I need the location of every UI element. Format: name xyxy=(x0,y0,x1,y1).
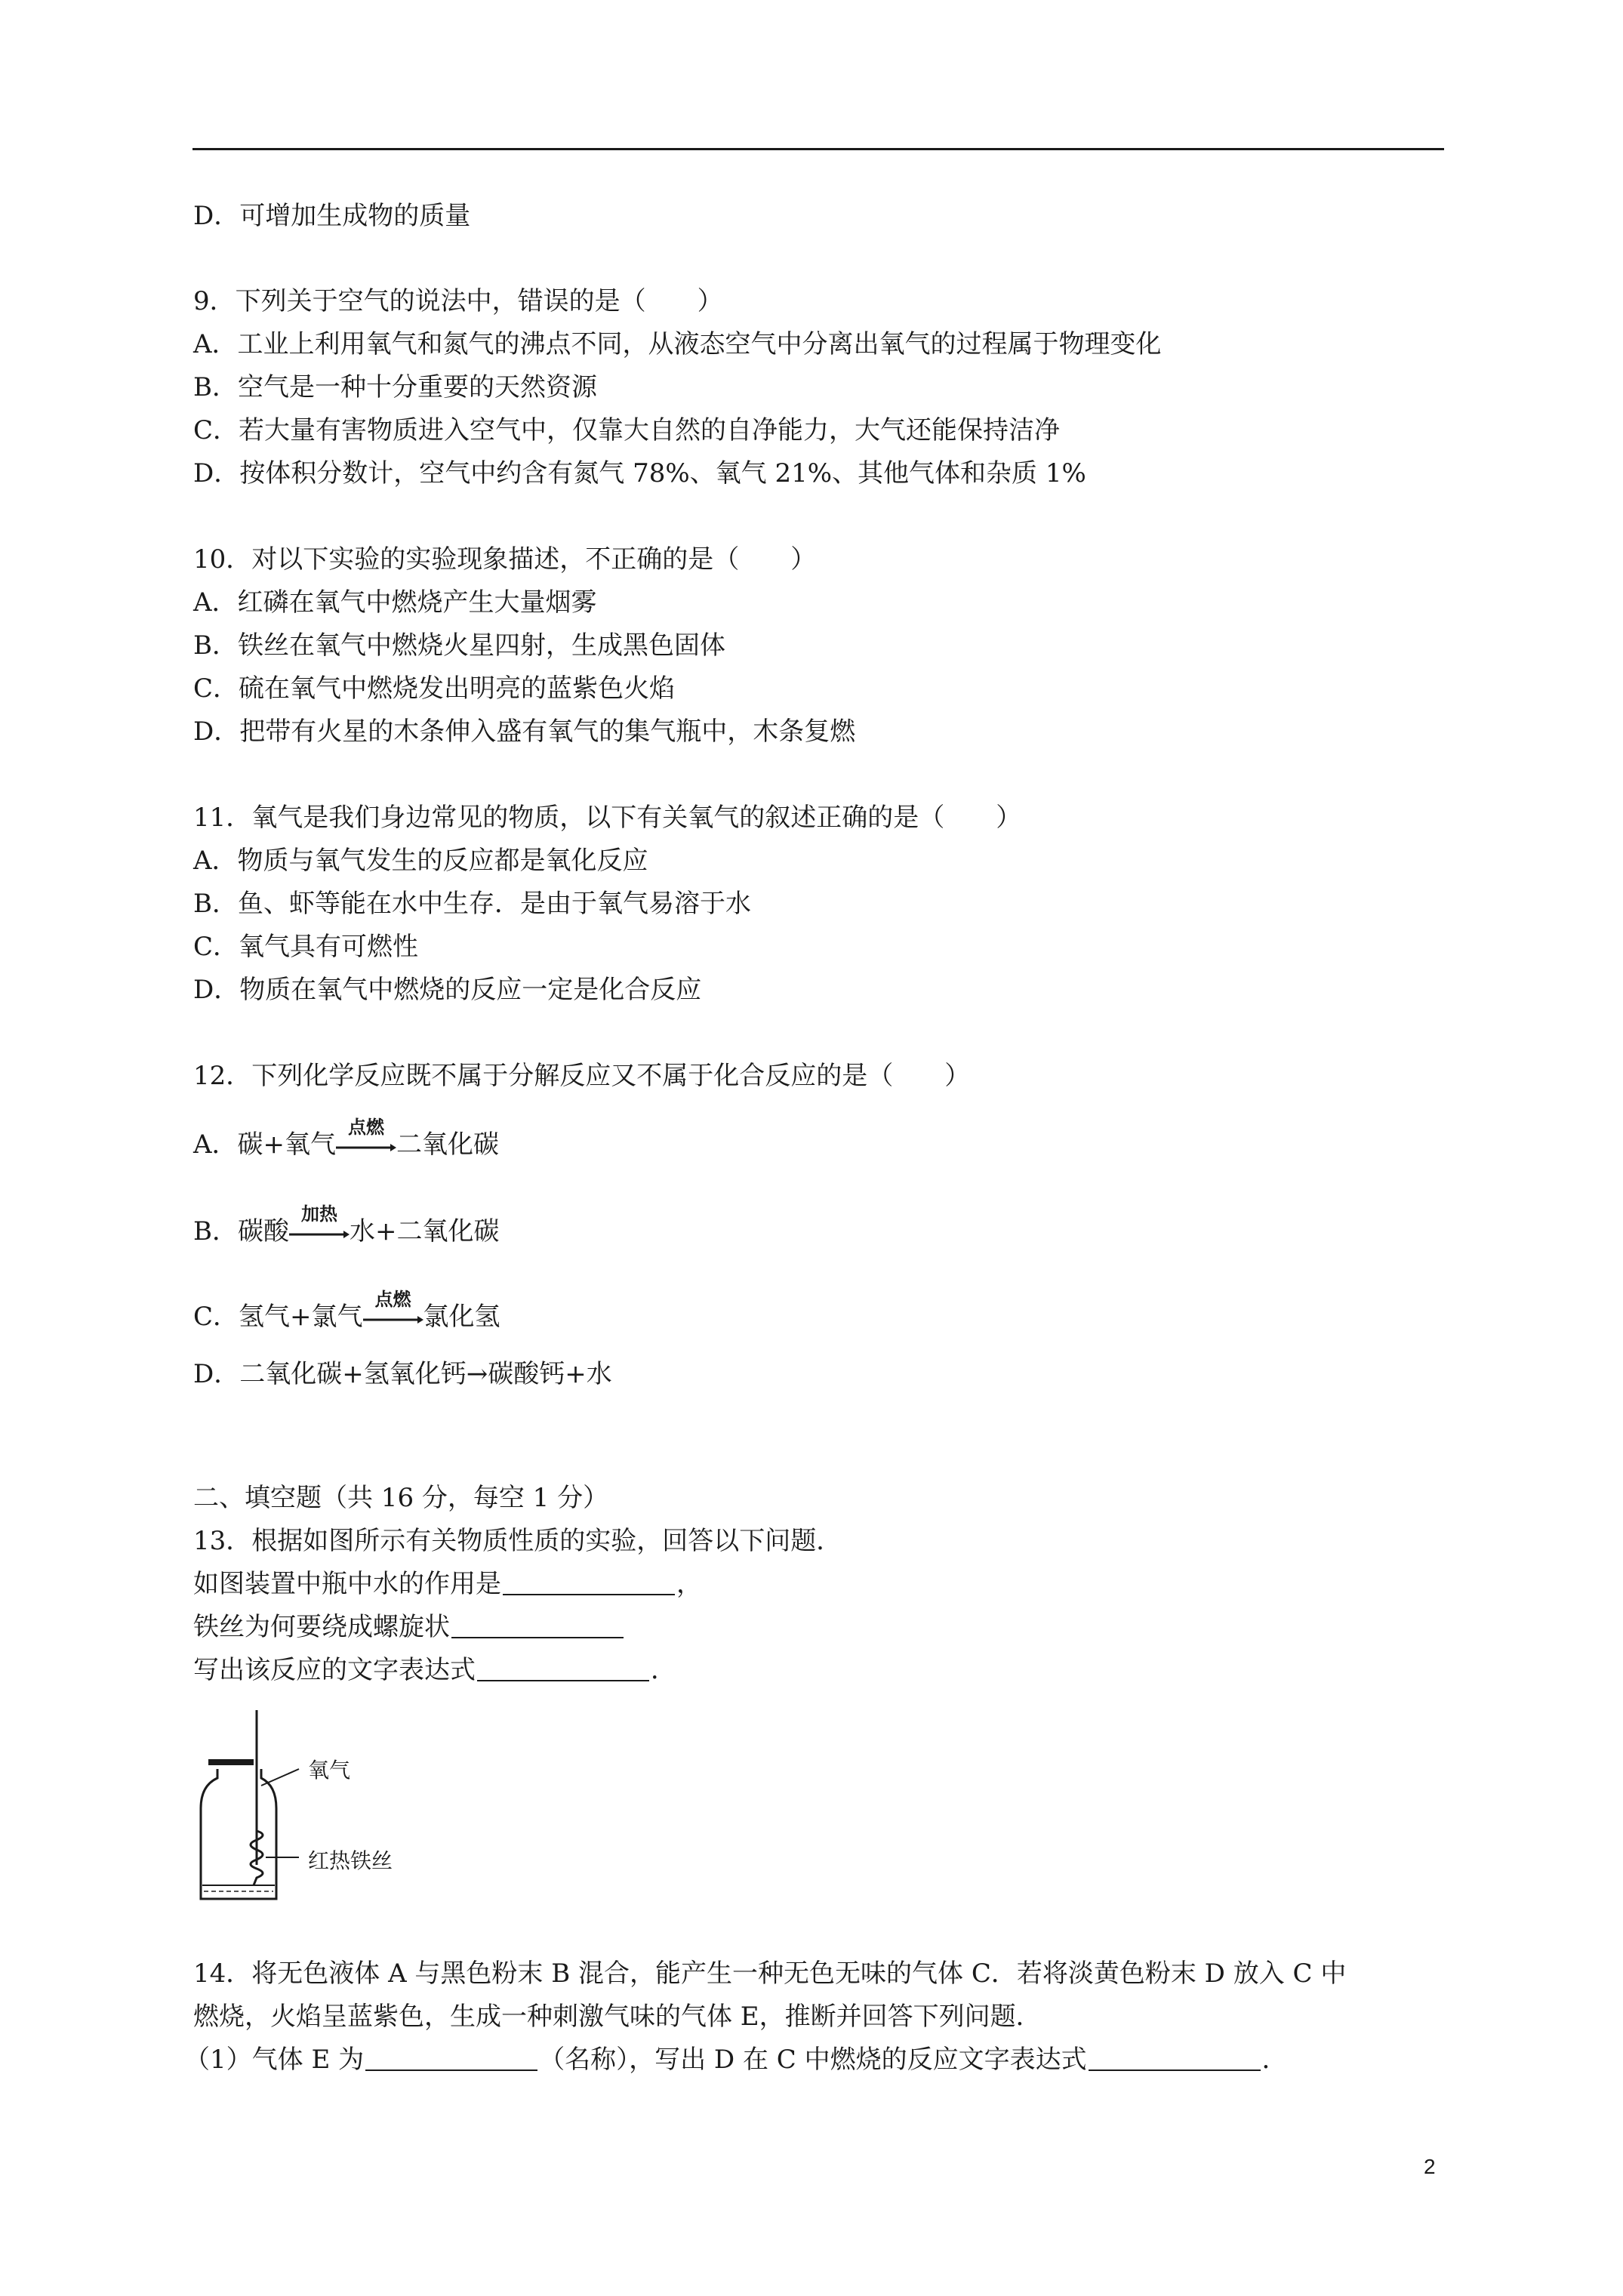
q13-line-2 xyxy=(193,1610,625,1644)
q12-b-reactants: B．碳酸 xyxy=(193,1216,289,1247)
page-number: 2 xyxy=(1424,2155,1436,2178)
q12-option-b xyxy=(193,1203,500,1248)
answer-blank[interactable] xyxy=(451,1614,624,1638)
q10-option-b: B．铁丝在氧气中燃烧火星四射，生成黑色固体 xyxy=(193,630,725,661)
q12-b-condition: 加热 xyxy=(301,1203,337,1225)
q13-stem: 13．根据如图所示有关物质性质的实验，回答以下问题． xyxy=(193,1526,842,1556)
q12-b-products: 水+二氧化碳 xyxy=(350,1216,500,1247)
q13-apparatus-figure xyxy=(193,1710,435,1909)
q11-stem: 11．氧气是我们身边常见的物质，以下有关氧气的叙述正确的是（ ） xyxy=(193,803,1022,833)
q13-punct-1: ， xyxy=(676,1569,702,1599)
q14-line-2: 燃烧，火焰呈蓝紫色，生成一种刺激气味的气体 E，推断并回答下列问题． xyxy=(193,2002,1042,2032)
q9-option-a: A．工业上利用氧气和氮气的沸点不同，从液态空气中分离出氧气的过程属于物理变化 xyxy=(193,329,1162,359)
q9-stem: 9．下列关于空气的说法中，错误的是（ ） xyxy=(193,286,723,316)
q12-option-d: D．二氧化碳+氢氧化钙→碳酸钙+水 xyxy=(193,1359,612,1389)
q11-option-a: A．物质与氧气发生的反应都是氧化反应 xyxy=(193,846,648,876)
answer-blank[interactable] xyxy=(477,1657,649,1681)
q11-option-d: D．物质在氧气中燃烧的反应一定是化合反应 xyxy=(193,975,702,1005)
label-oxygen: 氧气 xyxy=(308,1758,351,1783)
q13-prompt-1: 如图装置中瓶中水的作用是 xyxy=(193,1569,501,1599)
q11-option-b: B．鱼、虾等能在水中生存．是由于氧气易溶于水 xyxy=(193,889,751,919)
section-2-title: 二、填空题（共 16 分，每空 1 分） xyxy=(193,1483,609,1513)
q10-option-c: C．硫在氧气中燃烧发出明亮的蓝紫色火焰 xyxy=(193,673,676,704)
answer-blank[interactable] xyxy=(1089,2047,1261,2071)
q12-c-products: 氯化氢 xyxy=(423,1302,500,1332)
arrow-icon xyxy=(363,1316,423,1324)
header-rule xyxy=(192,148,1444,150)
q12-a-condition: 点燃 xyxy=(348,1117,385,1138)
q12-option-c xyxy=(193,1289,500,1333)
q13-prompt-2: 铁丝为何要绕成螺旋状 xyxy=(193,1612,450,1642)
q9-option-b: B．空气是一种十分重要的天然资源 xyxy=(193,372,597,402)
q12-option-a xyxy=(193,1117,500,1161)
q12-c-condition: 点燃 xyxy=(374,1289,411,1310)
gas-bottle-diagram xyxy=(193,1710,435,1906)
answer-blank[interactable] xyxy=(503,1571,675,1595)
q10-option-d: D．把带有火星的木条伸入盛有氧气的集气瓶中，木条复燃 xyxy=(193,717,856,747)
reaction-arrow xyxy=(363,1289,423,1328)
q14-punct: ． xyxy=(1261,2045,1288,2075)
arrow-icon xyxy=(289,1231,350,1238)
q13-prompt-3: 写出该反应的文字表达式 xyxy=(193,1655,476,1685)
label-red-hot-wire: 红热铁丝 xyxy=(308,1848,393,1873)
arrow-icon xyxy=(336,1144,396,1151)
q13-punct-3: ． xyxy=(651,1655,676,1685)
q14-prompt-2: （名称），写出 D 在 C 中燃烧的反应文字表达式 xyxy=(539,2045,1087,2075)
q12-a-reactants: A．碳+氧气 xyxy=(193,1130,337,1160)
reaction-arrow xyxy=(289,1203,350,1243)
q14-line-3 xyxy=(184,2043,1288,2076)
q10-stem: 10．对以下实验的实验现象描述，不正确的是（ ） xyxy=(193,544,817,575)
reaction-arrow xyxy=(336,1117,396,1156)
q14-prompt-1: （1）气体 E 为 xyxy=(184,2045,365,2075)
q9-option-d: D．按体积分数计，空气中约含有氮气 78%、氧气 21%、其他气体和杂质 1% xyxy=(193,458,1086,488)
q9-option-c: C．若大量有害物质进入空气中，仅靠大自然的自净能力，大气还能保持洁净 xyxy=(193,415,1061,445)
q12-c-reactants: C．氢气+氯气 xyxy=(193,1302,363,1332)
q8-option-d: D．可增加生成物的质量 xyxy=(193,201,471,231)
answer-blank[interactable] xyxy=(365,2047,537,2071)
q13-line-1 xyxy=(193,1567,702,1601)
q10-option-a: A．红磷在氧气中燃烧产生大量烟雾 xyxy=(193,587,597,618)
q12-stem: 12．下列化学反应既不属于分解反应又不属于化合反应的是（ ） xyxy=(193,1061,971,1091)
q14-line-1: 14．将无色液体 A 与黑色粉末 B 混合，能产生一种无色无味的气体 C．若将淡黄色粉末 D 放入 C 中 xyxy=(193,1959,1347,1989)
q12-a-products: 二氧化碳 xyxy=(396,1130,500,1160)
q11-option-c: C．氧气具有可燃性 xyxy=(193,932,419,962)
q13-line-3 xyxy=(193,1653,676,1687)
